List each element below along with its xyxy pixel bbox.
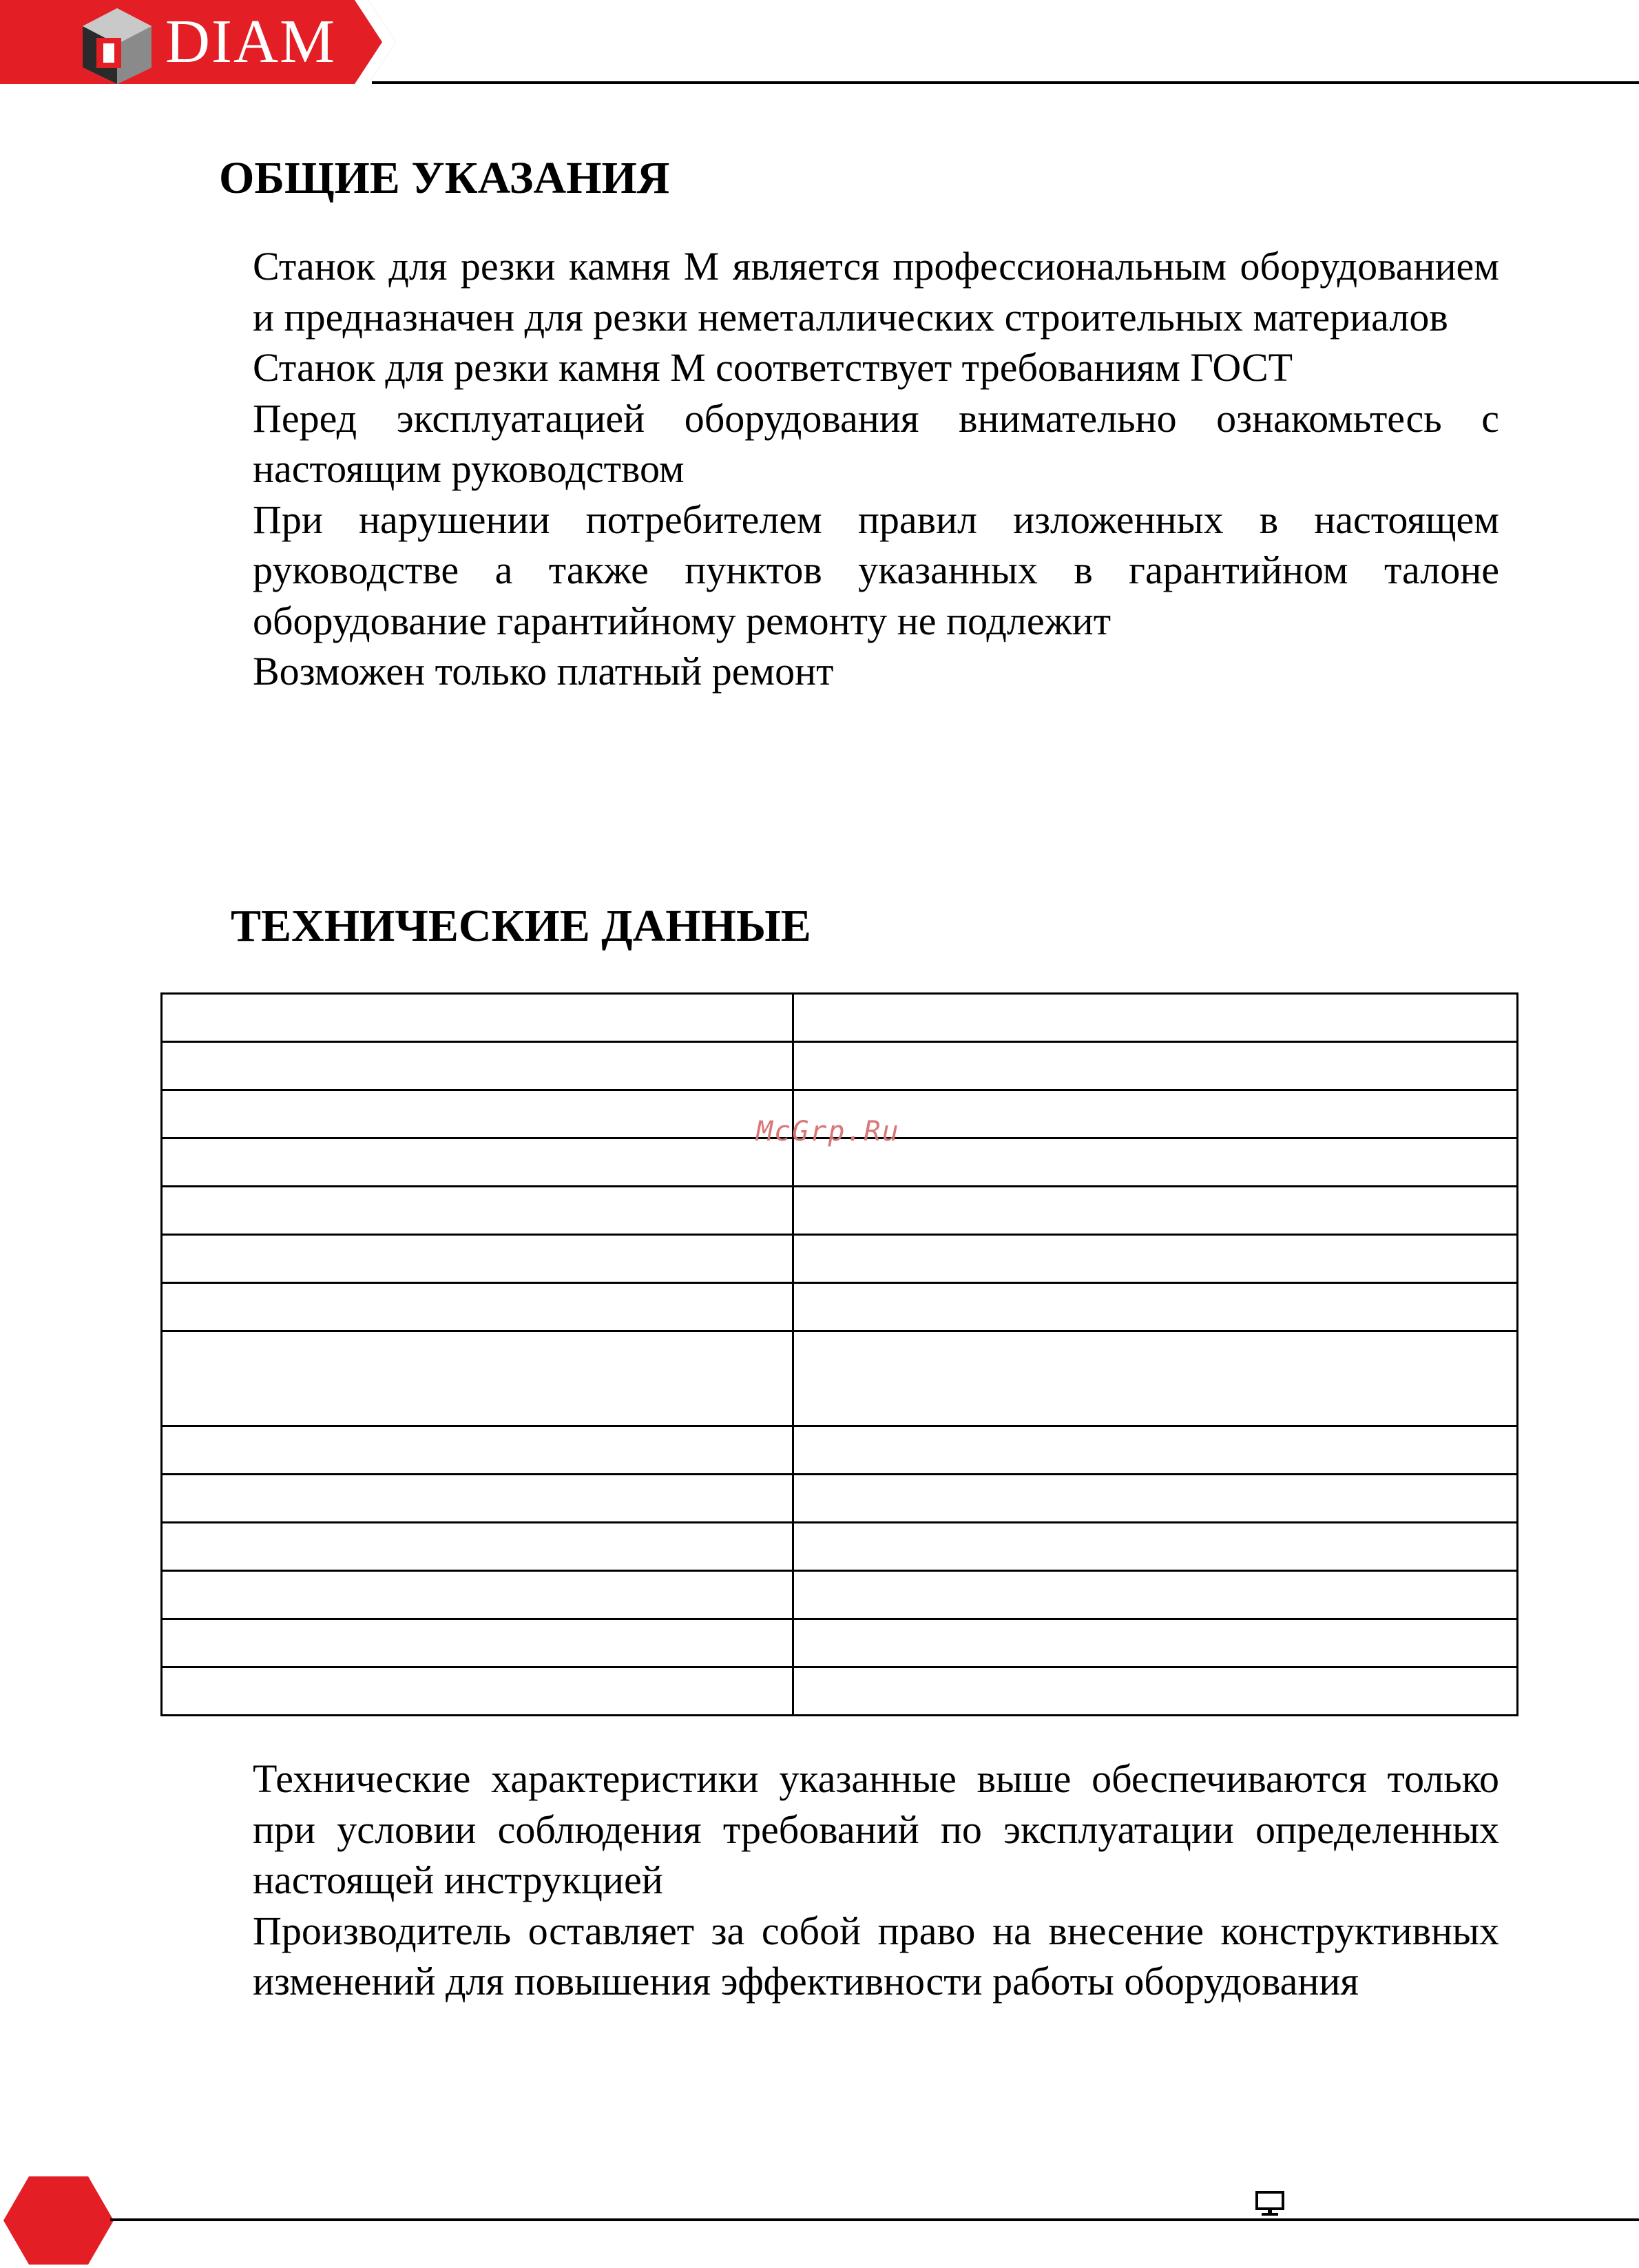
parameter-cell: [162, 1523, 793, 1571]
parameter-cell: [162, 1571, 793, 1619]
technical-notes: [253, 1754, 1499, 2007]
technical-data-table: [160, 992, 1518, 1716]
parameter-cell: [162, 1426, 793, 1475]
parameter-cell: [162, 1667, 793, 1716]
value-cell: [793, 1619, 1518, 1667]
parameter-cell: [162, 1619, 793, 1667]
value-cell: [793, 1571, 1518, 1619]
table-row: [162, 1475, 1518, 1523]
table-row: [162, 994, 1518, 1042]
value-cell: [793, 1475, 1518, 1523]
table-row: [162, 1283, 1518, 1331]
parameter-cell: [162, 1090, 793, 1138]
parameter-cell: [162, 994, 793, 1042]
general-section-title: ОБЩИЕ УКАЗАНИЯ: [219, 153, 670, 203]
table-row: [162, 1571, 1518, 1619]
value-cell: [793, 1426, 1518, 1475]
header-divider: [372, 81, 1639, 84]
value-cell: [793, 1523, 1518, 1571]
value-cell: [793, 1235, 1518, 1283]
footer-divider: [110, 2218, 1639, 2221]
table-row: [162, 1187, 1518, 1235]
table-row: [162, 1235, 1518, 1283]
table-row: [162, 1619, 1518, 1667]
parameter-cell: [162, 1283, 793, 1331]
value-cell: [793, 1042, 1518, 1090]
general-section-text: [253, 241, 1499, 697]
parameter-cell: [162, 1138, 793, 1187]
general-paragraph: При нарушении потребителем правил изложенных в настоящем руководстве а также пунктов указанных в гарантийном талоне оборудование гарантийному ремонту не подлежит: [253, 497, 1499, 643]
general-paragraph: Станок для резки камня M соответствует требованиям ГОСТ: [253, 345, 1293, 390]
technical-note: Технические характеристики указанные выше обеспечиваются только при условии соблюдения требований по эксплуатации определенных настоящей инструкцией: [253, 1756, 1499, 1902]
general-paragraph: Перед эксплуатацией оборудования внимательно ознакомьтесь с настоящим руководством: [253, 395, 1499, 491]
monitor-icon: [1255, 2190, 1285, 2221]
table-row: [162, 1331, 1518, 1426]
parameter-cell: [162, 1187, 793, 1235]
value-cell: [793, 1138, 1518, 1187]
technical-section-title: ТЕХНИЧЕСКИЕ ДАННЫЕ: [231, 901, 811, 951]
general-paragraph: Возможен только платный ремонт: [253, 649, 834, 694]
value-cell: [793, 1283, 1518, 1331]
value-cell: [793, 994, 1518, 1042]
value-cell: [793, 1331, 1518, 1426]
table-row: [162, 1523, 1518, 1571]
value-cell: [793, 1187, 1518, 1235]
value-cell: [793, 1667, 1518, 1716]
table-row: [162, 1042, 1518, 1090]
page-hex-marker: [0, 2176, 117, 2268]
table-row: [162, 1667, 1518, 1716]
technical-note: Производитель оставляет за собой право на внесение конструктивных изменений для повышения эффективности работы оборудования: [253, 1908, 1499, 2004]
parameter-cell: [162, 1042, 793, 1090]
general-paragraph: Станок для резки камня M является профессиональным оборудованием и предназначен для резки неметаллических строительных материалов: [253, 244, 1499, 340]
brand-name: DIAM: [165, 8, 336, 76]
parameter-cell: [162, 1331, 793, 1426]
value-cell: [793, 1090, 1518, 1138]
parameter-cell: [162, 1235, 793, 1283]
table-row: [162, 1426, 1518, 1475]
parameter-cell: [162, 1475, 793, 1523]
watermark: McGrp.Ru: [756, 1116, 900, 1147]
